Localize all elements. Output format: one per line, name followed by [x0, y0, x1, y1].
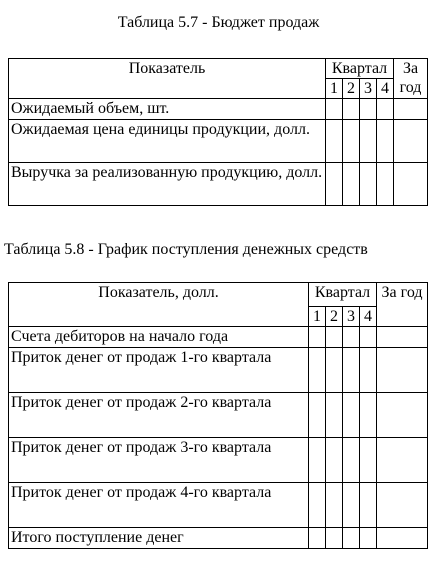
cell	[309, 348, 326, 393]
cell	[343, 393, 360, 438]
cell	[326, 163, 343, 206]
cell	[377, 348, 428, 393]
header-year: За год	[377, 283, 428, 327]
cell	[343, 327, 360, 348]
row-label: Итого поступление денег	[9, 528, 309, 549]
row-label: Приток денег от продаж 3-го квартала	[9, 438, 309, 483]
header-indicator: Показатель	[9, 59, 326, 99]
cell	[360, 348, 377, 393]
quarter-3: 3	[343, 307, 360, 327]
sales-budget-table	[8, 58, 428, 206]
cell	[343, 528, 360, 549]
cell	[360, 120, 377, 163]
cell	[377, 483, 428, 528]
cell	[394, 163, 428, 206]
quarter-4: 4	[377, 79, 394, 99]
table-row	[9, 348, 428, 393]
cell	[343, 163, 360, 206]
cell	[377, 438, 428, 483]
row-label: Выручка за реализованную продукцию, долл.	[9, 163, 326, 206]
table-row	[9, 120, 428, 163]
row-label: Ожидаемый объем, шт.	[9, 99, 326, 120]
quarter-1: 1	[309, 307, 326, 327]
cell	[360, 438, 377, 483]
cell	[309, 327, 326, 348]
cell	[309, 438, 326, 483]
cell	[343, 483, 360, 528]
cell	[377, 393, 428, 438]
header-year: За год	[394, 59, 428, 99]
table-row	[9, 438, 428, 483]
cell	[309, 393, 326, 438]
table-caption: Таблица 5.8 - График поступления денежных средств	[4, 241, 368, 258]
quarter-3: 3	[360, 79, 377, 99]
cell	[377, 327, 428, 348]
row-label: Счета дебиторов на начало года	[9, 327, 309, 348]
row-label: Ожидаемая цена единицы продукции, долл.	[9, 120, 326, 163]
cell	[343, 99, 360, 120]
table-row	[9, 528, 428, 549]
cash-receipts-table	[8, 282, 428, 549]
cell	[360, 483, 377, 528]
row-label: Приток денег от продаж 1-го квартала	[9, 348, 309, 393]
cell	[343, 120, 360, 163]
cell	[377, 99, 394, 120]
cell	[326, 327, 343, 348]
row-label: Приток денег от продаж 4-го квартала	[9, 483, 309, 528]
cell	[326, 393, 343, 438]
cell	[394, 120, 428, 163]
table-row	[9, 99, 428, 120]
cell	[360, 528, 377, 549]
quarter-4: 4	[360, 307, 377, 327]
table-caption: Таблица 5.7 - Бюджет продаж	[117, 14, 320, 31]
quarter-2: 2	[343, 79, 360, 99]
quarter-2: 2	[326, 307, 343, 327]
header-quarter: Квартал	[309, 283, 377, 307]
cell	[309, 483, 326, 528]
table-row	[9, 327, 428, 348]
cell	[326, 99, 343, 120]
cell	[377, 528, 428, 549]
header-indicator: Показатель, долл.	[9, 283, 309, 327]
cell	[360, 327, 377, 348]
cell	[360, 99, 377, 120]
cell	[394, 99, 428, 120]
cell	[377, 120, 394, 163]
cell	[360, 163, 377, 206]
cell	[326, 120, 343, 163]
table-row	[9, 163, 428, 206]
cell	[343, 348, 360, 393]
quarter-1: 1	[326, 79, 343, 99]
cell	[343, 438, 360, 483]
row-label: Приток денег от продаж 2-го квартала	[9, 393, 309, 438]
cell	[326, 438, 343, 483]
table-row	[9, 483, 428, 528]
cell	[377, 163, 394, 206]
cell	[326, 528, 343, 549]
header-quarter: Квартал	[326, 59, 394, 79]
table-row	[9, 393, 428, 438]
cell	[309, 528, 326, 549]
cell	[326, 483, 343, 528]
cell	[360, 393, 377, 438]
cell	[326, 348, 343, 393]
